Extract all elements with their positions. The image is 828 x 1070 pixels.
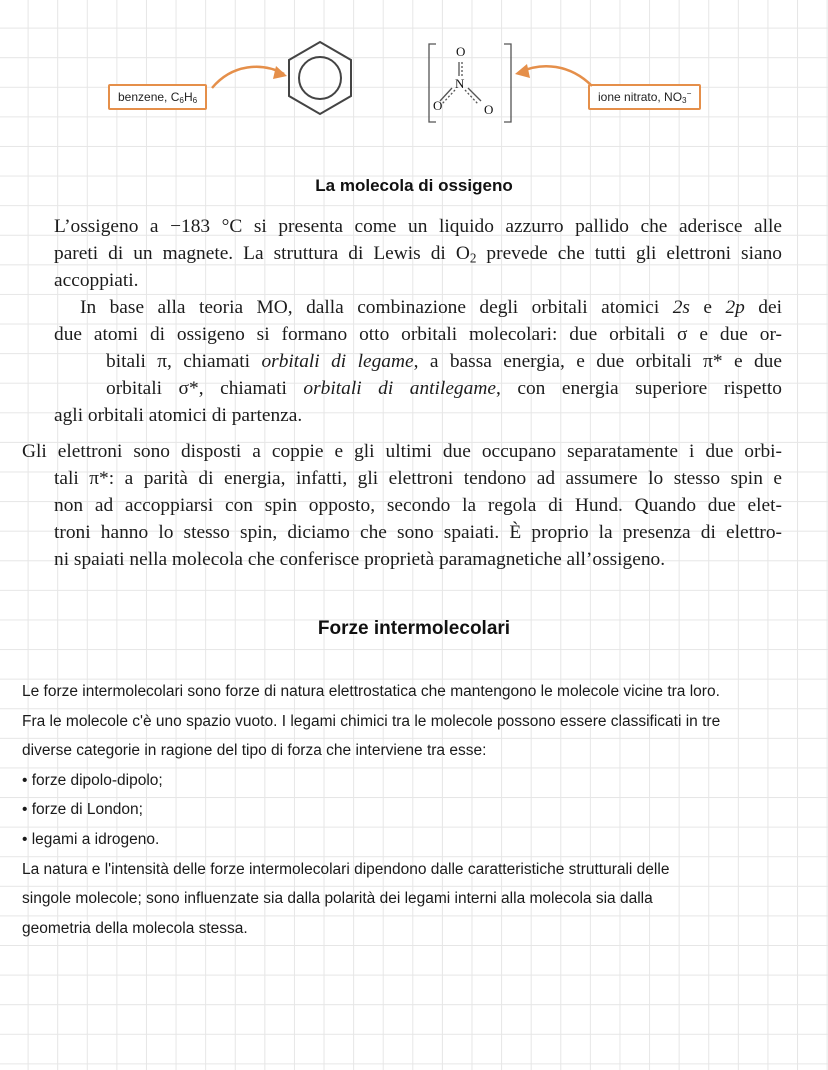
text-line: Gli elettroni sono disposti a coppie e gli ultimi due occupano separatamente i due orbi- bbox=[22, 441, 782, 462]
text-line: singole molecole; sono influenzate sia dalla polarità dei legami interni alla molecola sia dalla bbox=[22, 890, 653, 908]
atom-o-left: O bbox=[433, 98, 443, 113]
paragraph-oxygen-3 bbox=[22, 438, 782, 573]
text-line: tali π*: a parità di energia, infatti, gli elettroni tendono ad assumere lo stesso spin e bbox=[54, 468, 782, 489]
text-line: geometria della molecola stessa. bbox=[22, 919, 248, 937]
text-line: In base alla teoria MO, dalla combinazione degli orbitali atomici 2s e 2p dei bbox=[80, 297, 782, 318]
text-line: L’ossigeno a −183 °C si presenta come un liquido azzurro pallido che aderisce alle bbox=[54, 216, 782, 237]
atom-o-top: O bbox=[456, 44, 466, 59]
paragraph-oxygen-1 bbox=[54, 213, 782, 294]
benzene-label: benzene, $C_6H_6$ bbox=[108, 84, 207, 110]
text-line: pareti di un magnete. La struttura di Lewis di $O_2$ prevede che tutti gli elettroni siano bbox=[54, 243, 782, 266]
figure-drawing bbox=[0, 0, 828, 140]
text-line: bitali π, chiamati orbitali di legame, a bassa energia, e due orbitali π* e due bbox=[106, 351, 782, 372]
text-line: Fra le molecole c'è uno spazio vuoto. I legami chimici tra le molecole possono essere classificati in tre bbox=[22, 712, 721, 730]
text-line: accoppiati. bbox=[54, 270, 139, 291]
list-item: • legami a idrogeno. bbox=[22, 830, 160, 848]
benzene-ring-icon bbox=[289, 42, 351, 114]
nitrate-label: ione nitrato, $NO_3^-$ bbox=[588, 84, 701, 110]
atom-n: N bbox=[455, 76, 465, 91]
text-line: due atomi di ossigeno si formano otto orbitali molecolari: due orbitali σ e due or- bbox=[54, 324, 782, 345]
text-line: ni spaiati nella molecola che conferisce proprietà paramagnetiche all’ossigeno. bbox=[54, 549, 666, 570]
list-item: • forze di London; bbox=[22, 801, 143, 819]
forces-body bbox=[22, 677, 720, 943]
molecule-figure bbox=[0, 0, 828, 140]
text-line: troni hanno lo stesso spin, diciamo che sono spaiati. È proprio la presenza di elettro- bbox=[54, 522, 782, 543]
nitrate-arrow-icon bbox=[520, 66, 592, 86]
text-line: La natura e l'intensità delle forze intermolecolari dipendono dalle caratteristiche strutturali delle bbox=[22, 860, 670, 878]
section-title-forces: Forze intermolecolari bbox=[317, 618, 511, 639]
benzene-arrow-icon bbox=[212, 67, 284, 88]
text-line: diverse categorie in ragione del tipo di forza che interviene tra esse: bbox=[22, 742, 487, 760]
text-line: non ad accoppiarsi con spin opposto, secondo la regola di Hund. Quando due elet- bbox=[54, 495, 782, 516]
section-title-oxygen: La molecola di ossigeno bbox=[315, 176, 513, 195]
text-line: agli orbitali atomici di partenza. bbox=[54, 405, 303, 426]
paragraph-oxygen-2 bbox=[54, 294, 782, 429]
text-line: orbitali σ*, chiamati orbitali di antilegame, con energia superiore rispetto bbox=[106, 378, 782, 399]
atom-o-right: O bbox=[484, 102, 494, 117]
list-item: • forze dipolo-dipolo; bbox=[22, 771, 163, 789]
text-line: Le forze intermolecolari sono forze di natura elettrostatica che mantengono le molecole vicine tra loro. bbox=[22, 683, 720, 700]
